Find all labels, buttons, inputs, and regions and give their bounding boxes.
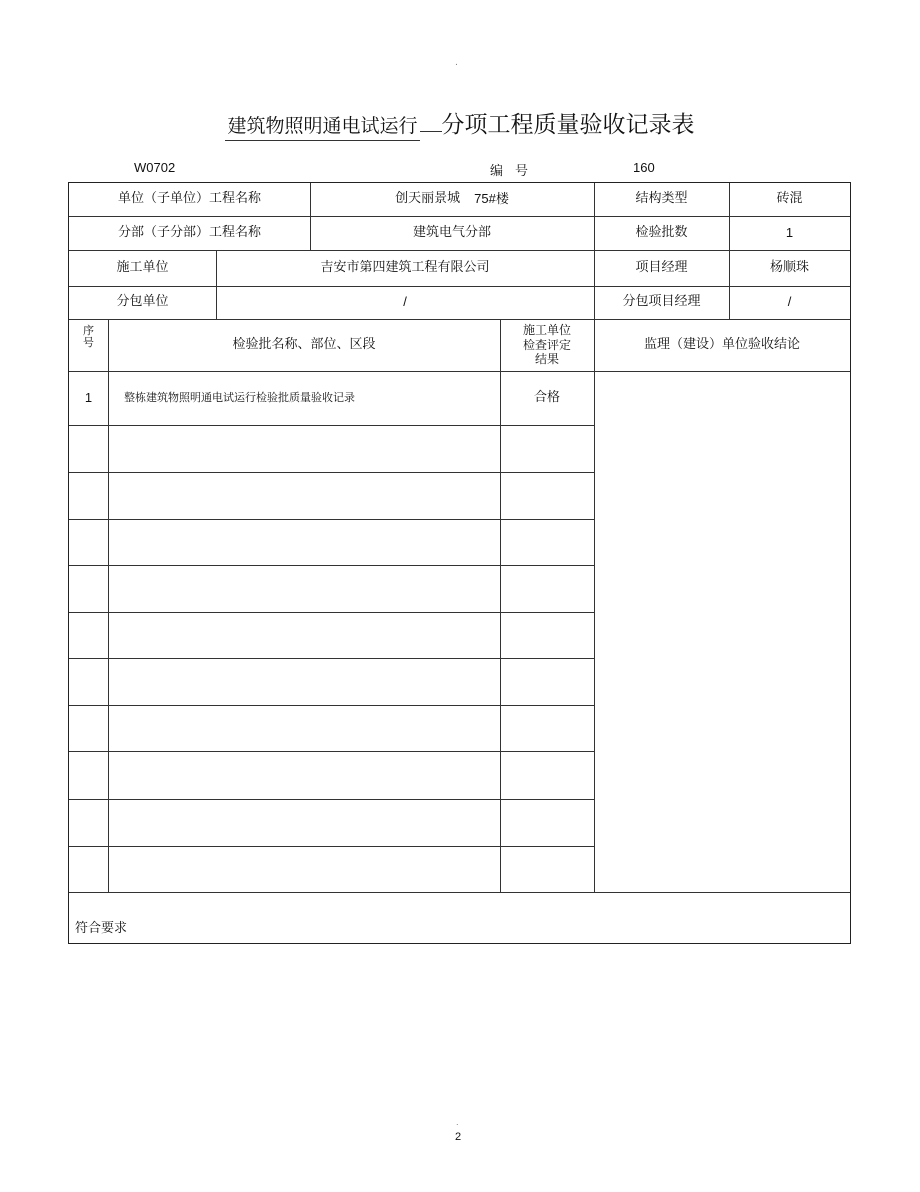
- unit-project-label: 单位（子单位）工程名称: [117, 191, 261, 207]
- row-seq: 1: [84, 389, 93, 405]
- unit-project-building: 75#楼: [474, 191, 509, 207]
- subcontractor-value: /: [403, 294, 407, 310]
- sub-manager-value: /: [787, 294, 792, 310]
- structure-type-label: 结构类型: [635, 191, 688, 207]
- eval-header: [500, 319, 594, 371]
- row-result: 合格: [533, 389, 560, 405]
- subcontractor-label: 分包单位: [116, 294, 169, 310]
- eval-header-line2: 检查评定: [522, 337, 571, 352]
- seq-header: [69, 319, 108, 371]
- title-subject: 建筑物照明通电试运行: [225, 115, 419, 141]
- subsection-value: 建筑电气分部: [412, 224, 491, 240]
- seq-header-line1: 序: [83, 324, 94, 337]
- unit-project-name: 创天丽景城: [395, 191, 461, 207]
- top-mark: .: [455, 58, 458, 68]
- page-mark: .: [456, 1118, 459, 1127]
- form-code: W0702: [134, 160, 176, 175]
- row-batch-name: 整栋建筑物照明通电试运行检验批质量验收记录: [124, 391, 355, 405]
- project-manager-value: 杨顺珠: [769, 259, 809, 275]
- contractor-label: 施工单位: [116, 259, 169, 275]
- eval-header-line3: 结果: [534, 352, 559, 367]
- conclusion-header: 监理（建设）单位验收结论: [643, 336, 800, 352]
- title-form-name: 分项工程质量验收记录表: [441, 112, 695, 138]
- sub-manager-label: 分包项目经理: [622, 294, 701, 310]
- batch-count-label: 检验批数: [635, 224, 688, 240]
- unit-project-value: [310, 183, 594, 216]
- acceptance-form-table: [68, 182, 851, 944]
- batch-count-value: 1: [785, 224, 794, 240]
- contractor-value: 吉安市第四建筑工程有限公司: [320, 259, 490, 275]
- number-value: 160: [633, 160, 655, 175]
- batch-name-header: 检验批名称、部位、区段: [232, 336, 376, 352]
- eval-header-line1: 施工单位: [522, 323, 571, 338]
- subsection-label: 分部（子分部）工程名称: [117, 224, 261, 240]
- number-label: 编号: [490, 164, 541, 179]
- form-title: [0, 106, 920, 139]
- structure-type-value: 砖混: [776, 191, 803, 207]
- project-manager-label: 项目经理: [635, 259, 688, 275]
- seq-header-line2: 号: [83, 336, 94, 350]
- title-underline-gap: [420, 127, 442, 132]
- page-number: 2: [455, 1131, 462, 1143]
- overall-conclusion: 符合要求: [75, 921, 128, 936]
